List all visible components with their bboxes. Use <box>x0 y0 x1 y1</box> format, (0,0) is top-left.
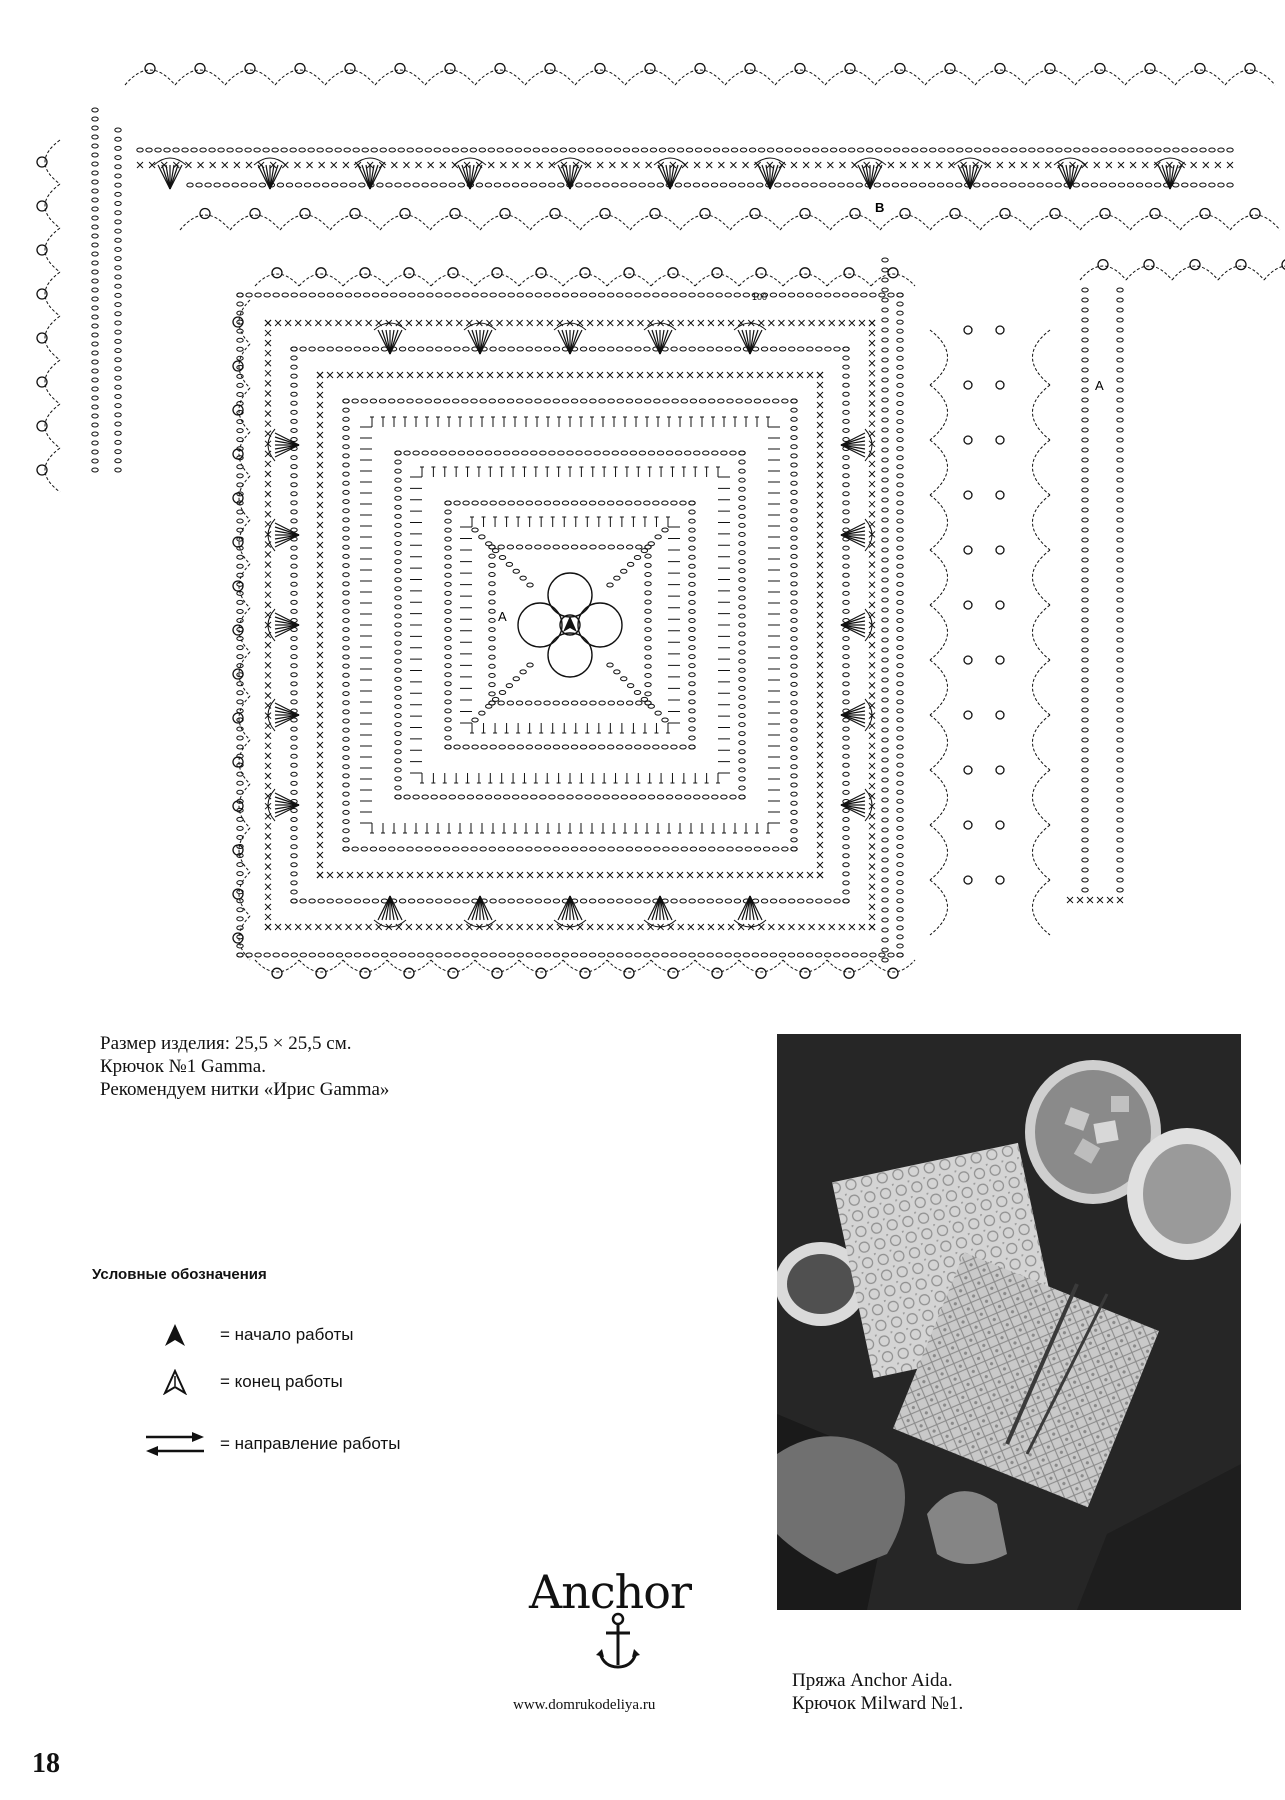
legend-text-end: = конец работы <box>220 1372 343 1391</box>
page-number: 18 <box>32 1748 60 1779</box>
brand-name: Anchor <box>529 1565 691 1619</box>
website-url[interactable]: www.domrukodeliya.ru <box>513 1697 656 1713</box>
legend-item-end <box>140 1366 343 1398</box>
caption-yarn: Пряжа Anchor Aida. <box>792 1670 953 1691</box>
doily-photo <box>777 1034 1241 1610</box>
legend-item-direction <box>140 1428 400 1460</box>
filled-arrowhead-icon <box>140 1322 210 1348</box>
caption-hook: Крючок Milward №1. <box>792 1693 964 1714</box>
thread-line: Рекомендуем нитки «Ирис Gamma» <box>100 1079 390 1100</box>
double-arrow-icon <box>140 1429 210 1459</box>
legend-item-start <box>140 1319 353 1351</box>
outline-arrowhead-icon <box>140 1369 210 1395</box>
label-a-right: A <box>1095 378 1104 393</box>
legend-text-start: = начало работы <box>220 1325 354 1344</box>
label-a-center: A <box>498 609 507 624</box>
anchor-icon <box>520 1609 700 1673</box>
legend-title: Условные обозначения <box>92 1266 267 1283</box>
specifications <box>100 1032 389 1101</box>
anchor-logo <box>520 1565 700 1675</box>
photo-caption <box>792 1669 963 1715</box>
label-round-100: 100 <box>752 292 768 302</box>
legend-text-direction: = направление работы <box>220 1434 401 1453</box>
label-b: B <box>875 200 885 215</box>
hook-line: Крючок №1 Gamma. <box>100 1056 266 1077</box>
size-line: Размер изделия: 25,5 × 25,5 см. <box>100 1033 352 1054</box>
